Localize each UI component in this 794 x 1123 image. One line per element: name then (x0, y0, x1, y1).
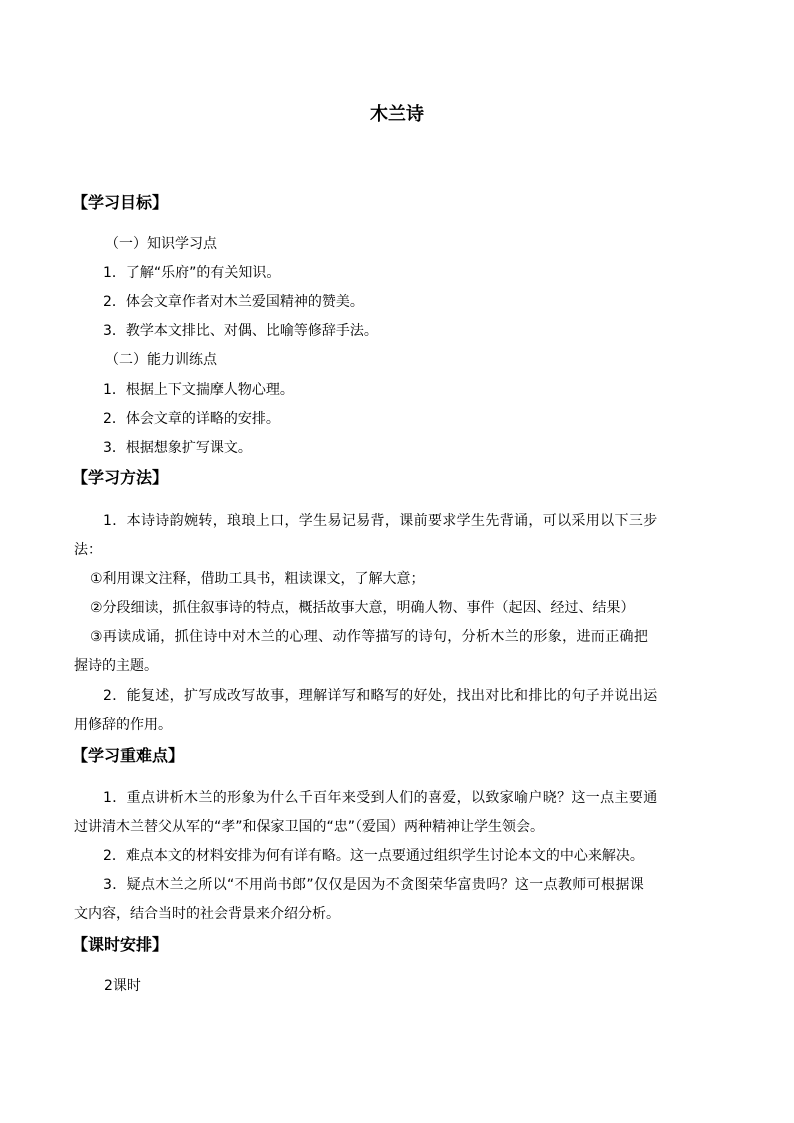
key-point-paragraph: 过讲清木兰替父从军的“孝”和保家卫国的“忠”（爱国）两种精神让学生领会。 (74, 819, 545, 835)
section-heading-methods: 【学习方法】 (72, 468, 169, 487)
method-step: ③再读成诵，抓住诗中对木兰的心理、动作等描写的诗句，分析木兰的形象，进而正确把 (90, 629, 649, 645)
schedule-value: 2课时 (104, 978, 141, 994)
section-heading-schedule: 【课时安排】 (72, 935, 169, 954)
knowledge-item: 3．教学本文排比、对偶、比喻等修辞手法。 (103, 323, 378, 339)
page-title: 木兰诗 (370, 104, 424, 125)
method-paragraph: 法： (74, 542, 102, 558)
key-point-paragraph: 文内容，结合当时的社会背景来介绍分析。 (74, 906, 340, 922)
key-point-paragraph: 2．难点本文的材料安排为何有详有略。这一点要通过组织学生讨论本文的中心来解决。 (103, 848, 644, 864)
method-paragraph: 2．能复述，扩写成改写故事，理解详写和略写的好处，找出对比和排比的句子并说出运 (103, 688, 658, 704)
method-step: 握诗的主题。 (74, 658, 158, 674)
key-point-paragraph: 3．疑点木兰之所以“不用尚书郎”仅仅是因为不贪图荣华富贵吗？这一点教师可根据课 (103, 877, 645, 893)
ability-item: 3．根据想象扩写课文。 (103, 440, 252, 456)
knowledge-item: 2．体会文章作者对木兰爱国精神的赞美。 (103, 294, 364, 310)
method-paragraph: 1．本诗诗韵婉转，琅琅上口，学生易记易背，课前要求学生先背诵，可以采用以下三步 (103, 513, 658, 529)
section-heading-key-points: 【学习重难点】 (72, 746, 185, 765)
ability-item: 1．根据上下文揣摩人物心理。 (103, 382, 294, 398)
ability-item: 2．体会文章的详略的安排。 (103, 411, 280, 427)
method-paragraph: 用修辞的作用。 (74, 717, 172, 733)
section-heading-goals: 【学习目标】 (72, 193, 169, 212)
knowledge-item: 1．了解“乐府”的有关知识。 (103, 265, 281, 281)
method-step: ②分段细读，抓住叙事诗的特点，概括故事大意，明确人物、事件（起因、经过、结果） (90, 600, 635, 616)
ability-subheading: （二）能力训练点 (105, 352, 217, 368)
knowledge-subheading: （一）知识学习点 (105, 236, 217, 252)
key-point-paragraph: 1．重点讲析木兰的形象为什么千百年来受到人们的喜爱，以致家喻户晓？这一点主要通 (103, 790, 658, 806)
method-step: ①利用课文注释，借助工具书，粗读课文，了解大意； (90, 571, 425, 587)
